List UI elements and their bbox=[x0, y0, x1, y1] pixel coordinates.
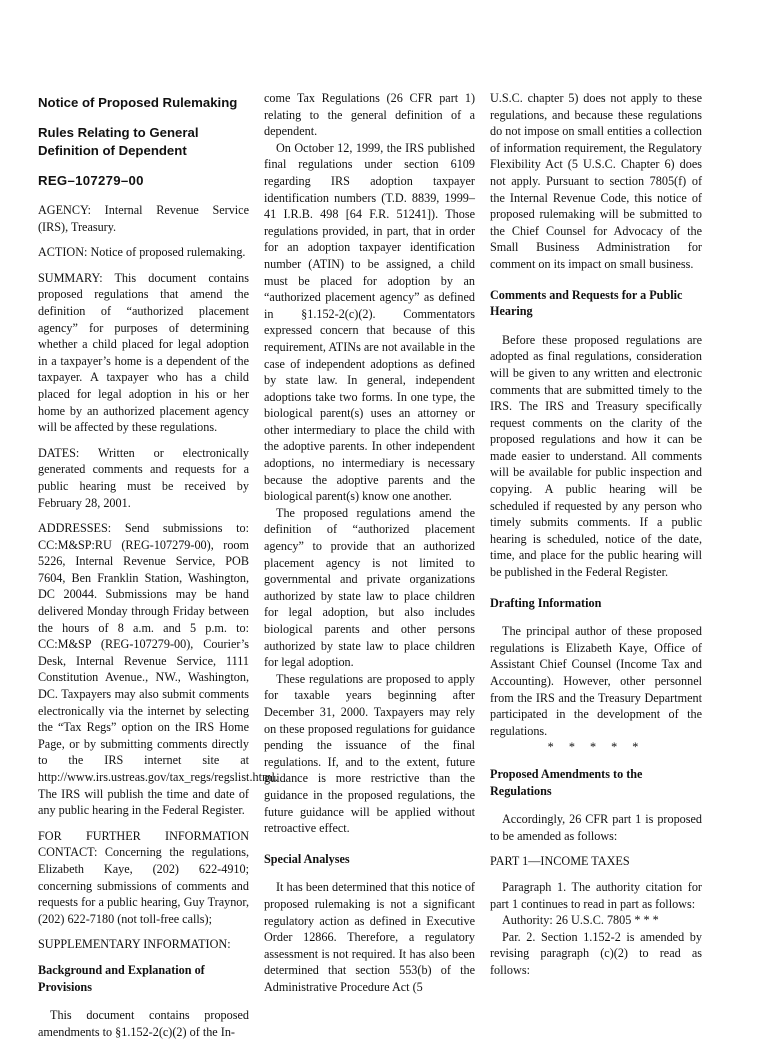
paragraph-1: Paragraph 1. The authority citation for part 1 continues to read in part as follows: bbox=[490, 879, 702, 911]
special-analyses-heading: Special Analyses bbox=[264, 851, 350, 866]
drafting-paragraph: The principal author of these proposed regulations is Elizabeth Kaye, Office of Assistant Chief Counsel (Income Tax and Accounting). However, other personnel from the IRS and the Treasury Department participated in the development of the regulations. bbox=[490, 624, 702, 738]
column-1 bbox=[38, 90, 278, 1040]
continued-paragraph: come Tax Regulations (26 CFR part 1) relating to the general definition of a dependent. bbox=[264, 91, 475, 139]
summary-paragraph: SUMMARY: This document contains proposed regulations that amend the definition of “authorized placement agency” for purposes of determining whether a child placed for legal adoption in a taxpayer’s home is a dependent of the taxpayer. A taxpayer who has a child placed for legal adoption in his or her home by an authorized placement agency will be affected by these regulations. bbox=[38, 270, 249, 435]
document-type-heading: Notice of Proposed Rulemaking bbox=[38, 95, 238, 110]
document-title: Rules Relating to General Definition of Dependent bbox=[38, 125, 199, 158]
paragraph-2: Par. 2. Section 1.152-2 is amended by revising paragraph (c)(2) to read as follows: bbox=[490, 929, 702, 977]
authority-line: Authority: 26 U.S.C. 7805 * * * bbox=[502, 913, 659, 928]
supplementary-information-label: SUPPLEMENTARY INFORMATION: bbox=[38, 937, 231, 952]
background-heading: Background and Explanation of Provisions bbox=[38, 962, 205, 994]
addresses-paragraph: ADDRESSES: Send submissions to: CC:M&SP:RU (REG-107279-00), room 5226, Internal Revenue Service, POB 7604, Ben Franklin Station, Washington, DC 20044. Submissions may be hand delivered Monday through Friday between the hours of 8 a.m. and 5 p.m. to: CC:M&SP (REG-107279-00), Courier’s Desk, Internal Revenue Service, 1111 Constitution Avenue., NW., Washington, DC. Taxpayers may also submit comments electronically via the internet by selecting the “Tax Regs” option on the IRS Home Page, or by submitting comments directly to the IRS internet site at http://www.irs.ustreas.gov/tax_regs/regslist.html. The IRS will publish the time and date of any public hearing in the Federal Register. bbox=[38, 521, 278, 818]
effective-date-paragraph: These regulations are proposed to apply for taxable years beginning after December 31, 2000. Taxpayers may rely on these proposed regulations for guidance pending the issuance of the final regulations. If, and to the extent, future guidance is more restrictive than the guidance in the proposed regulations, the future guidance will be applied without retroactive effect. bbox=[264, 671, 475, 836]
special-analyses-paragraph: It has been determined that this notice of proposed rulemaking is not a significant regulatory action as defined in Executive Order 12866. Therefore, a regulatory assessment is not required. It has also been determined that section 553(b) of the Administrative Procedure Act (5 bbox=[264, 880, 475, 994]
drafting-heading: Drafting Information bbox=[490, 595, 602, 610]
agency-paragraph: AGENCY: Internal Revenue Service (IRS), Treasury. bbox=[38, 203, 249, 234]
action-paragraph: ACTION: Notice of proposed rulemaking. bbox=[38, 245, 246, 260]
amendments-heading: Proposed Amendments to the Regulations bbox=[490, 766, 643, 798]
comments-heading: Comments and Requests for a Public Hearing bbox=[490, 287, 683, 319]
background-paragraph: This document contains proposed amendments to §1.152-2(c)(2) of the In- bbox=[38, 1008, 249, 1039]
regulatory-flexibility-paragraph: U.S.C. chapter 5) does not apply to these regulations, and because these regulations do not impose on small entities a collection of information requirement, the Regulatory Flexibility Act (5 U.S.C. Chapter 6) does not apply. Pursuant to section 7805(f) of the Internal Revenue Code, this notice of proposed rulemaking will be submitted to the Chief Counsel for Advocacy of the Small Business Administration for comment on its impact on small business. bbox=[490, 91, 702, 271]
regulation-number: REG–107279–00 bbox=[38, 173, 144, 188]
comments-paragraph: Before these proposed regulations are adopted as final regulations, consideration will be given to any written and electronic comments that are submitted timely to the IRS. The IRS and Treasury specifically request comments on the clarity of the proposed regulations and how it can be made easier to understand. All comments will be available for public inspection and copying. A public hearing will be scheduled if requested by any person who timely submits comments. If a public hearing is scheduled, notice of the date, time, and place for the public hearing will be published in the Federal Register. bbox=[490, 332, 702, 580]
accordingly-paragraph: Accordingly, 26 CFR part 1 is proposed to be amended as follows: bbox=[490, 812, 702, 843]
amendment-paragraph: The proposed regulations amend the definition of “authorized placement agency” to provide that an authorized placement agency is not limited to governmental and private organizations authorized by state law to place children for legal adoption, but also includes biological parents and other persons authorized by state law to place children for legal adoption. bbox=[264, 505, 475, 670]
dates-paragraph: DATES: Written or electronically generated comments and requests for a public hearing must be received by February 28, 2001. bbox=[38, 445, 249, 510]
further-information-paragraph: FOR FURTHER INFORMATION CONTACT: Concerning the regulations, Elizabeth Kaye, (202) 622-4910; concerning submissions of comments and requests for a public hearing, Guy Traynor, (202) 622-7180 (not toll-free calls); bbox=[38, 828, 249, 926]
column-2 bbox=[264, 90, 475, 995]
part-heading: PART 1—INCOME TAXES bbox=[490, 854, 630, 869]
section-break-stars: * * * * * bbox=[547, 740, 645, 755]
column-3 bbox=[490, 90, 702, 979]
atin-paragraph: On October 12, 1999, the IRS published final regulations under section 6109 regarding IRS adoption taxpayer identification numbers (T.D. 8839, 1999–41 I.R.B. 498 [64 F.R. 51241]). Those regulations provided, in part, that in order for an adoption taxpayer identification number (ATIN) to be assigned, a child must be placed for adoption by an “authorized placement agency” as defined in §1.152-2(c)(2). Commentators expressed concern that because of this requirement, ATINs are not available in the case of independent adoptions as defined by state law. In general, independent adoptions take two forms. In one type, the biological parent(s) uses an attorney or other intermediary to place the child with the adoptive parents. In other independent adoptions, no intermediary is necessary because the adoptive parents and the biological parent(s) know one another. bbox=[264, 140, 475, 504]
